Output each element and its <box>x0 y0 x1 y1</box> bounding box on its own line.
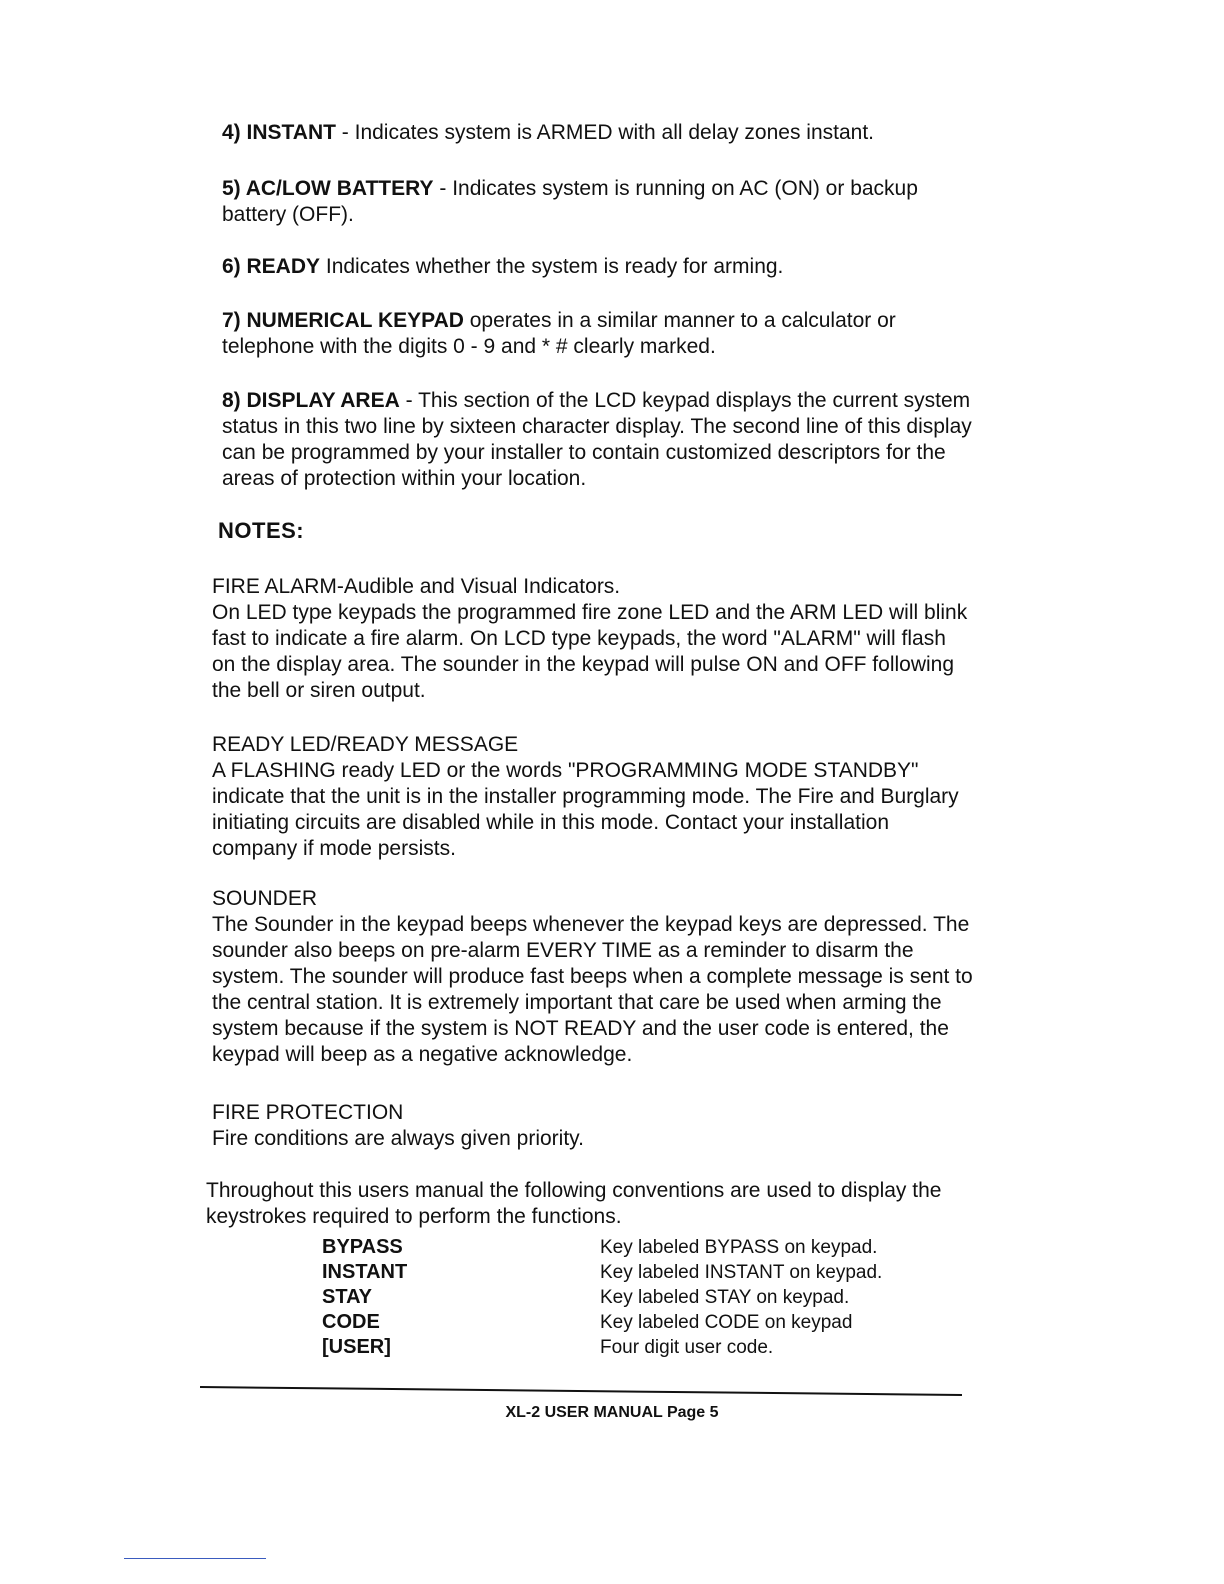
item-body: - This section of the LCD keypad displays the current system status in this two line by sixteen character display. The second line of this display can be programmed by your installer to contain customized descriptors for the areas of protection within your location. <box>222 389 972 490</box>
item-body: - Indicates system is running on AC (ON) or backup battery (OFF). <box>222 177 918 226</box>
convention-key: CODE <box>322 1311 380 1333</box>
note-title: SOUNDER <box>212 887 318 910</box>
convention-desc: Key labeled INSTANT on keypad. <box>600 1261 883 1283</box>
convention-key: BYPASS <box>322 1236 403 1258</box>
note-body: The Sounder in the keypad beeps whenever the keypad keys are depressed. The sounder also beeps on pre-alarm EVERY TIME as a reminder to disarm the system. The sounder will produce fast beeps when a complete message is sent to the central station. It is extremely important that care be used when arming the system because if the system is NOT READY and the user code is entered, the keypad will beep as a negative acknowledge. <box>212 913 973 1066</box>
convention-desc: Key labeled CODE on keypad <box>600 1311 853 1333</box>
item-instant <box>222 120 982 146</box>
note-title: READY LED/READY MESSAGE <box>212 733 519 756</box>
convention-row <box>322 1310 942 1335</box>
notes-heading: NOTES: <box>218 518 305 543</box>
page-footer: XL-2 USER MANUAL Page 5 <box>505 1404 719 1421</box>
bottom-divider <box>124 1558 266 1559</box>
item-lead: 5) AC/LOW BATTERY <box>222 177 434 200</box>
convention-row <box>322 1235 942 1260</box>
note-ready-led <box>212 732 974 862</box>
note-title: FIRE ALARM-Audible and Visual Indicators. <box>212 575 621 598</box>
convention-key: INSTANT <box>322 1261 408 1283</box>
item-lead: 4) INSTANT <box>222 121 336 144</box>
conventions-table <box>322 1235 942 1360</box>
convention-desc: Four digit user code. <box>600 1336 774 1358</box>
item-body: - Indicates system is ARMED with all delay zones instant. <box>335 121 874 144</box>
item-numerical-keypad <box>222 308 982 360</box>
note-fire-alarm <box>212 574 974 704</box>
item-ready <box>222 254 982 280</box>
item-display-area <box>222 388 982 492</box>
convention-key: [USER] <box>322 1336 391 1358</box>
item-lead: 8) DISPLAY AREA <box>222 389 400 412</box>
convention-row <box>322 1260 942 1285</box>
item-ac-low-battery <box>222 176 982 228</box>
footer-divider <box>200 1386 962 1396</box>
note-sounder <box>212 886 974 1068</box>
convention-key: STAY <box>322 1286 373 1308</box>
note-body: On LED type keypads the programmed fire zone LED and the ARM LED will blink fast to indicate a fire alarm. On LCD type keypads, the word "ALARM" will flash on the display area. The sounder in the keypad will pulse ON and OFF following the bell or siren output. <box>212 601 968 702</box>
note-body: A FLASHING ready LED or the words "PROGRAMMING MODE STANDBY" indicate that the unit is in the installer programming mode. The Fire and Burglary initiating circuits are disabled while in this mode. Contact your installation company if mode persists. <box>212 759 959 860</box>
item-lead: 7) NUMERICAL KEYPAD <box>222 309 464 332</box>
item-body: Indicates whether the system is ready for arming. <box>320 255 784 278</box>
note-title: FIRE PROTECTION <box>212 1101 404 1124</box>
item-body: operates in a similar manner to a calculator or telephone with the digits 0 - 9 and * # clearly marked. <box>222 309 896 358</box>
convention-desc: Key labeled STAY on keypad. <box>600 1286 850 1308</box>
convention-row <box>322 1285 942 1310</box>
convention-row <box>322 1335 942 1360</box>
convention-desc: Key labeled BYPASS on keypad. <box>600 1236 878 1258</box>
conventions-intro: Throughout this users manual the following conventions are used to display the keystrokes required to perform the functions. <box>206 1179 942 1228</box>
note-body: Fire conditions are always given priority. <box>212 1127 584 1150</box>
note-fire-protection <box>212 1100 974 1152</box>
item-lead: 6) READY <box>222 255 321 278</box>
